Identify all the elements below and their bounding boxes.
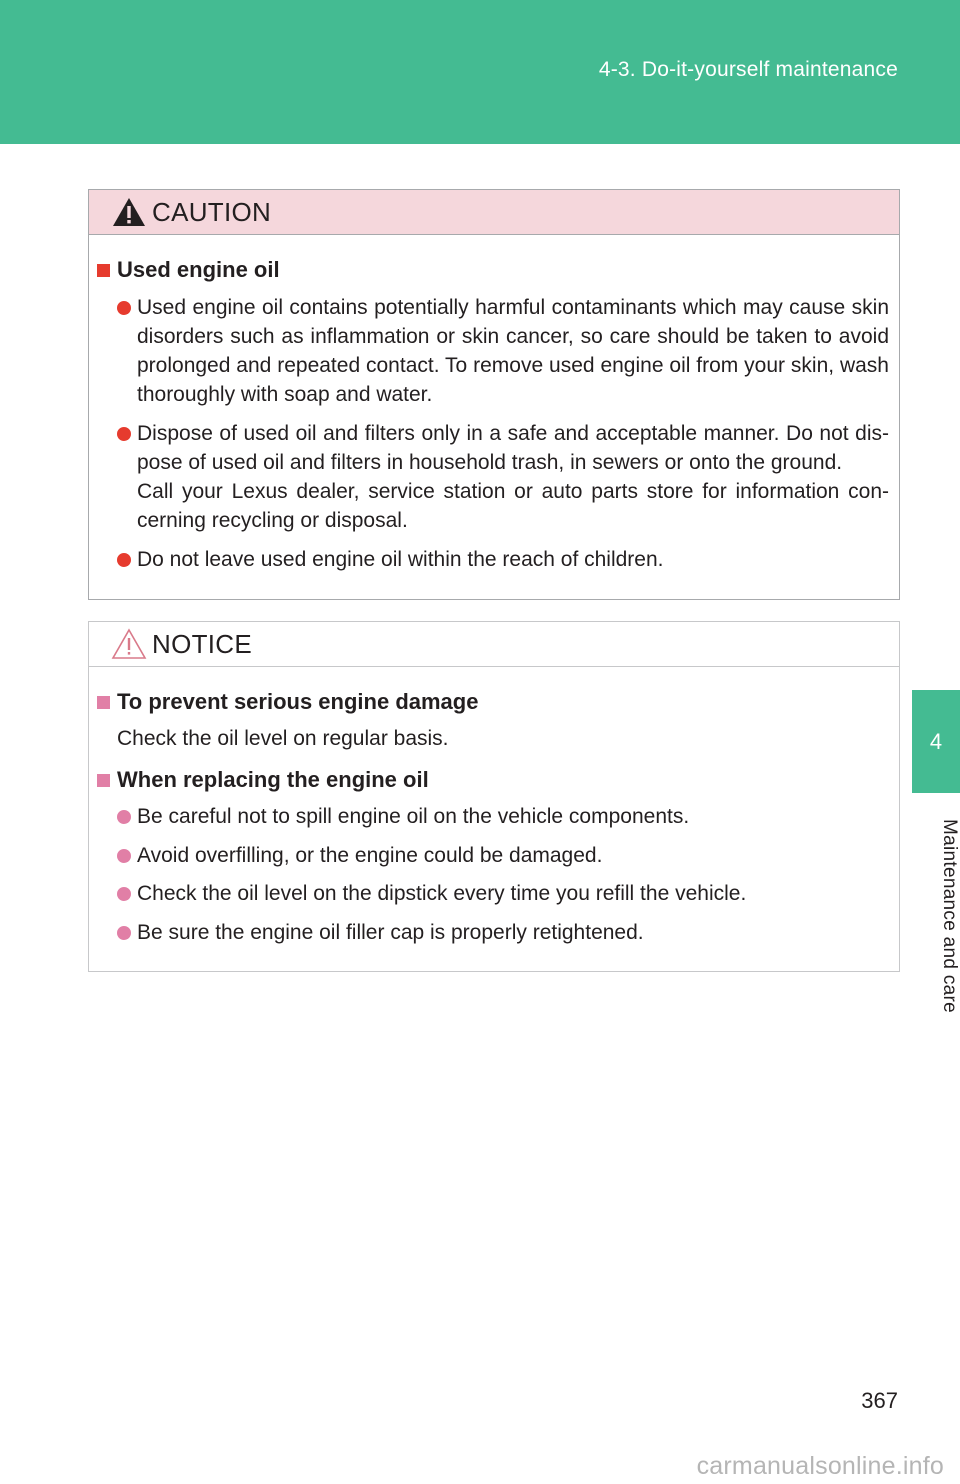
circle-bullet-icon: [117, 926, 131, 940]
list-item-text: Check the oil level on the dipstick every time you refill the vehicle.: [137, 882, 747, 905]
notice-box: [88, 621, 900, 972]
list-item: [117, 918, 889, 947]
circle-bullet-icon: [117, 887, 131, 901]
caution-header: [89, 190, 899, 235]
square-bullet-icon: [97, 774, 110, 787]
warning-triangle-outline-icon: [111, 628, 147, 660]
list-item-text: Be sure the engine oil filler cap is properly retightened.: [137, 921, 644, 944]
caution-section-title-text: Used engine oil: [117, 257, 280, 282]
circle-bullet-icon: [117, 301, 131, 315]
circle-bullet-icon: [117, 553, 131, 567]
square-bullet-icon: [97, 696, 110, 709]
list-item-text: Dispose of used oil and filters only in a safe and acceptable manner. Do not dis- pose of used oil and filters in household trash, in sewers or onto the ground.: [137, 422, 889, 474]
notice-section1-title: [97, 689, 478, 715]
notice-label: NOTICE: [152, 628, 253, 659]
list-item-text-continued: Call your Lexus dealer, service station or auto parts store for information con- cerning recycling or disposal.: [137, 480, 889, 532]
list-item: [117, 841, 889, 870]
caution-box: [88, 189, 900, 600]
square-bullet-icon: [97, 264, 110, 277]
section-title: 4-3. Do-it-yourself maintenance: [598, 58, 898, 81]
list-item-text: Avoid overfilling, or the engine could be damaged.: [137, 844, 603, 867]
chapter-label: Maintenance and care: [939, 818, 960, 1013]
list-item: [117, 802, 889, 831]
notice-header: [89, 622, 899, 667]
warning-triangle-icon: [111, 196, 147, 228]
chapter-tab[interactable]: [912, 690, 960, 793]
notice-section1-text: Check the oil level on regular basis.: [117, 727, 449, 750]
caution-label: CAUTION: [152, 196, 272, 227]
list-item: [117, 879, 889, 908]
page-number: 367: [861, 1388, 898, 1413]
circle-bullet-icon: [117, 810, 131, 824]
caution-section-title: [97, 257, 280, 283]
header-band: [0, 0, 960, 144]
circle-bullet-icon: [117, 849, 131, 863]
notice-section2-title: [97, 767, 429, 793]
circle-bullet-icon: [117, 427, 131, 441]
chapter-number: 4: [929, 728, 943, 754]
notice-section2-title-text: When replacing the engine oil: [117, 767, 429, 792]
watermark: carmanualsonline.info: [696, 1452, 944, 1480]
list-item: [117, 293, 889, 409]
notice-section1-title-text: To prevent serious engine damage: [117, 689, 479, 714]
list-item-text: Used engine oil contains potentially harmful contaminants which may cause skin disorders such as inflammation or skin cancer, so care should be taken to avoid prolonged and repeated contact. To remove used engine oil from your skin, wash thoroughly with soap and water.: [137, 296, 889, 406]
list-item: [117, 545, 889, 574]
list-item: [117, 419, 889, 535]
list-item-text: Do not leave used engine oil within the reach of children.: [137, 548, 664, 571]
list-item-text: Be careful not to spill engine oil on the vehicle components.: [137, 805, 690, 828]
